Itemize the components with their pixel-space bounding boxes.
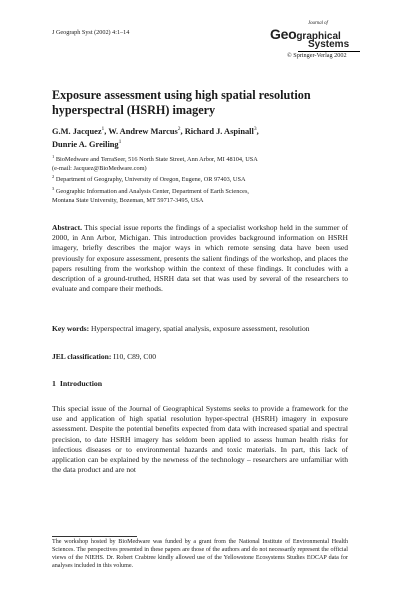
logo-graphical-text: graphical — [296, 31, 341, 42]
keywords-text: Hyperspectral imagery, spatial analysis, exposure assessment, resolution — [91, 324, 310, 333]
author-name: W. Andrew Marcus — [108, 126, 178, 136]
section-title: Introduction — [59, 379, 103, 388]
author-sep: , — [104, 126, 109, 136]
affiliation-1 — [52, 153, 352, 165]
author-affil-sup: 2 — [177, 126, 181, 132]
paper-title: Exposure assessment using high spatial resolution hyperspectral (HSRH) imagery — [52, 88, 311, 117]
affil-text: BioMedware and TerraSeer, 516 North State Street, Ann Arbor, MI 48104, USA — [55, 156, 258, 164]
abstract — [52, 223, 348, 294]
affiliation-1-email: (e-mail: Jacquez@BioMedware.com) — [52, 164, 147, 172]
section-heading — [52, 379, 102, 388]
author-name: G.M. Jacquez — [52, 126, 102, 136]
abstract-label: Abstract. — [52, 223, 82, 232]
author-affil-sup: 3 — [253, 126, 257, 132]
footnote-rule — [52, 536, 137, 537]
author-list — [52, 124, 352, 151]
author-name: Richard J. Aspinall — [184, 126, 254, 136]
author-sep: , — [180, 126, 185, 136]
section-number: 1 — [52, 379, 56, 388]
footnote: The workshop hosted by BioMedware was funded by a grant from the National Institute of Environmental Health Sciences. The perspectives presented in these papers are those of the authors and do not necessarily represent the official views of the NIEHS. Dr. Robert Crabtree kindly allowed use of the Yellowstone Ecosystems Studies EOCAP data for analyses included in this volume. — [52, 539, 348, 570]
copyright-notice: © Springer-Verlag 2002 — [287, 52, 347, 59]
logo-journal-of: Journal of — [308, 21, 328, 26]
logo-geo-text: Geo — [270, 26, 297, 42]
keywords — [52, 324, 348, 334]
keywords-label: Key words: — [52, 324, 90, 333]
jel-label: JEL classification: — [52, 352, 112, 361]
affil-sup: 3 — [52, 185, 55, 191]
affil-text: Geographic Information and Analysis Center, Department of Earth Sciences, — [55, 188, 249, 196]
affil-text: Department of Geography, University of Oregon, Eugene, OR 97403, USA — [55, 176, 246, 184]
intro-paragraph: This special issue of the Journal of Geographical Systems seeks to provide a framework for the use and application of high spatial resolution hyper-spectral (HSRH) imagery in exposure assessment. Despite the potential benefits expected from data with increased spatial and spectral precision, to date HSRH imagery has seldom been applied to assess human health risks for infectious diseases or to environmental hazards and toxic materials. In part, this lack of application can be explained by the newness of the technology – researchers are unfamiliar with the data product and are not — [52, 404, 348, 475]
logo-systems: Systems — [308, 39, 350, 50]
abstract-text: This special issue reports the findings of a specialist workshop held in the summer of 2000, in Ann Arbor, Michigan. This introduction provides background information on HSRH imagery, briefly describes the major ways in which remote sensing data have been used previously for exposure assessment, presents the salient findings of the workshop, and places the papers resulting from the workshop within the context of these findings. It concludes with a description of a ground-truthed, HSRH data set that was used by several of the researchers to evaluate and compare their methods. — [52, 223, 348, 294]
affiliation-2 — [52, 173, 352, 185]
author-affil-sup: 1 — [101, 126, 105, 132]
author-sep: , — [256, 126, 259, 136]
affiliations — [52, 153, 352, 205]
author-affil-sup: 1 — [118, 139, 122, 146]
running-head: J Geograph Syst (2002) 4:1–14 — [52, 29, 130, 36]
jel-classification — [52, 352, 348, 362]
affiliation-3-cont: Montana State University, Bozeman, MT 59717-3495, USA — [52, 196, 204, 204]
affil-sup: 1 — [52, 154, 55, 159]
affil-sup: 2 — [52, 174, 55, 180]
author-name: Dunrie A. Greiling — [52, 140, 119, 150]
jel-text: I10, C89, C00 — [113, 352, 157, 361]
affiliation-3 — [52, 185, 352, 197]
